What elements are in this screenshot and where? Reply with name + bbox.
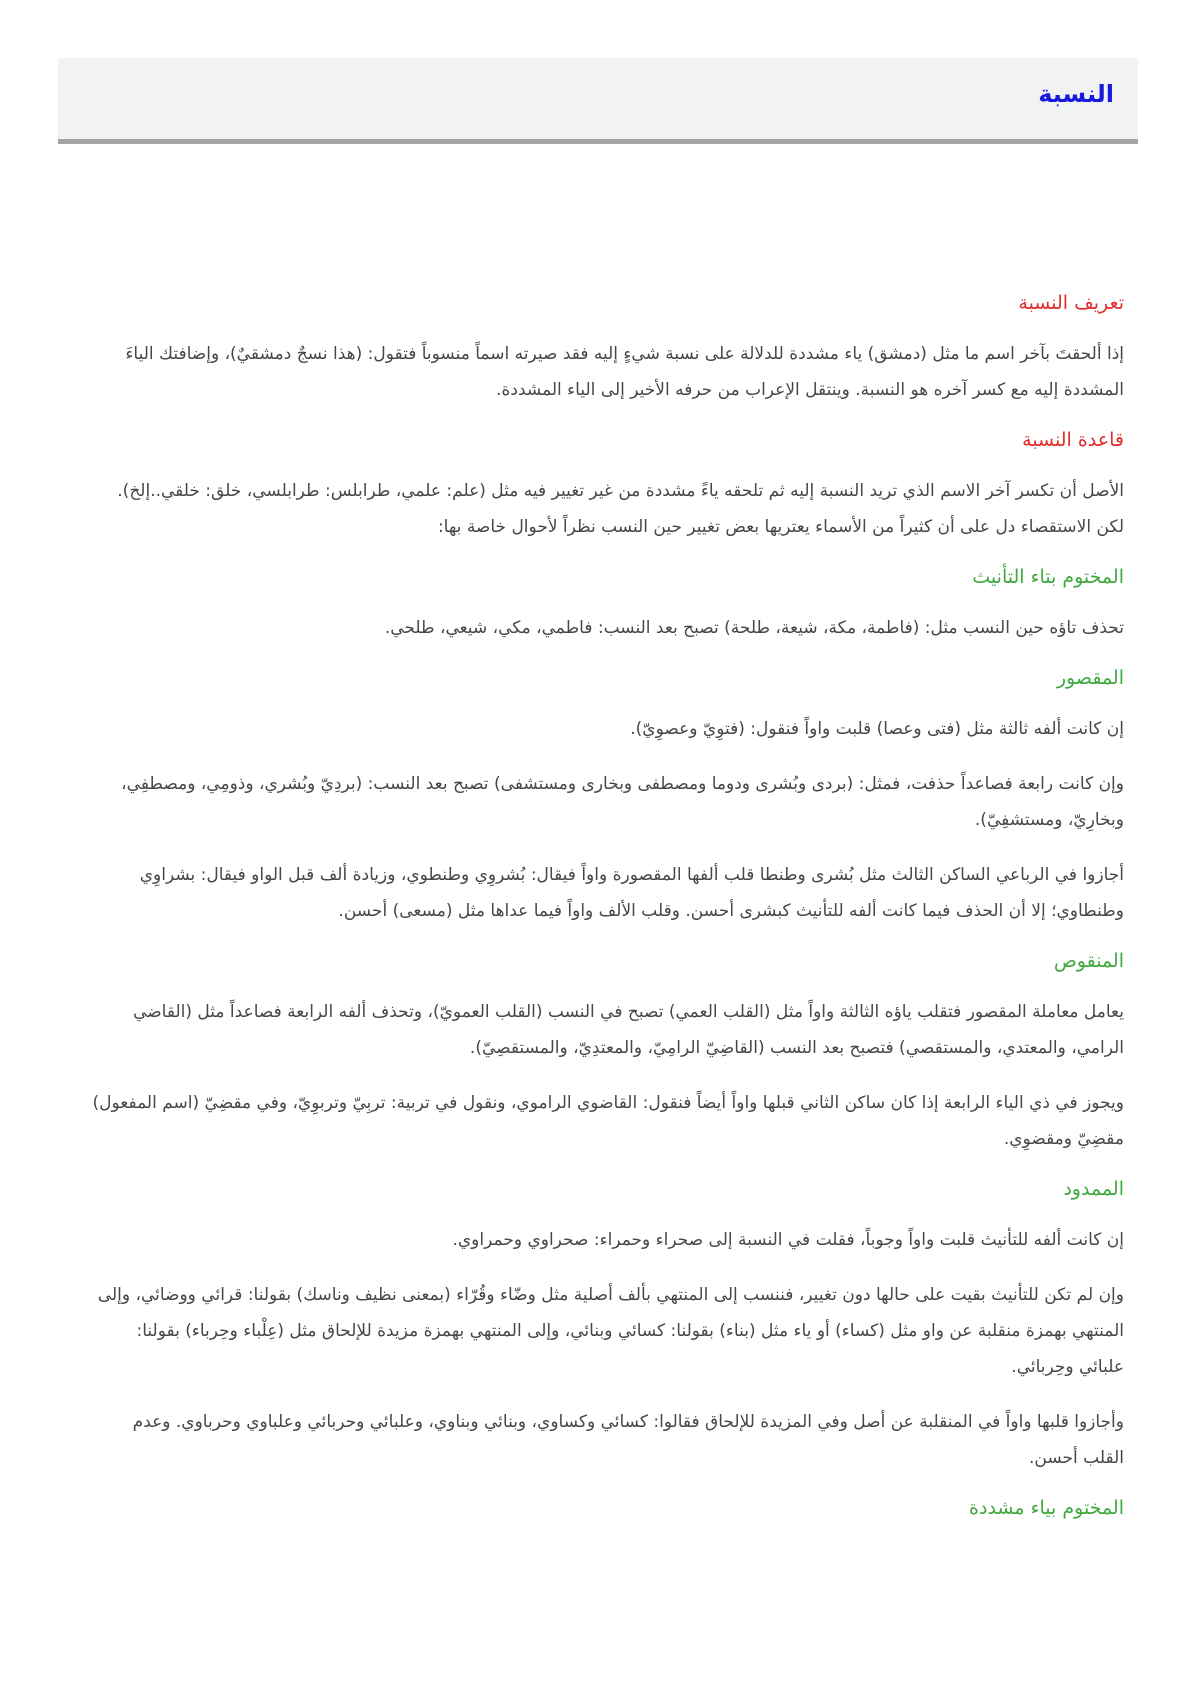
section-title-maqsur: المقصور	[1056, 667, 1124, 689]
section-title-rule: قاعدة النسبة	[1022, 429, 1124, 451]
section-title-manqus: المنقوص	[1053, 950, 1124, 972]
mamdud-paragraph-2: وإن لم تكن للتأنيث بقيت على حالها دون تغيير، فننسب إلى المنتهي بألف أصلية مثل وضّاء وقُرّاء (بمعنى نظيف وناسك) بقولنا: قرائي ووضائي، وإلى المنتهي بهمزة منقلبة عن واو مثل (كساء) أو ياء مثل (بناء) بقولنا: كسائي وبنائي، وإلى المنتهي بهمزة مزيدة للإلحاق مثل (عِلْباء وحِرباء) بقولنا: علبائي وحِربائي.	[97, 1285, 1124, 1377]
mamdud-paragraph-3: وأجازوا قلبها واواً في المنقلبة عن أصل وفي المزيدة للإلحاق فقالوا: كسائي وكساوي، وبنائي وبناوي، وعلبائي وحربائي وعلباوي وحرباوي. وعدم القلب أحسن.	[132, 1412, 1124, 1468]
section-title-yaa-mushaddada: المختوم بياء مشددة	[969, 1497, 1124, 1519]
rule-paragraph: الأصل أن تكسر آخر الاسم الذي تريد النسبة إليه ثم تلحقه ياءً مشددة من غير تغيير فيه مثل (علم: علمي، طرابلس: طرابلسي، خلق: خلقي..إلخ). لكن الاستقصاء دل على أن كثيراً من الأسماء يعتريها بعض تغيير حين النسب نظراً لأحوال خاصة بها:	[117, 481, 1124, 537]
mamdud-paragraph-1: إن كانت ألفه للتأنيث قلبت واواً وجوباً، فقلت في النسبة إلى صحراء وحمراء: صحراوي وحمراوي.	[452, 1230, 1124, 1250]
manqus-paragraph-2: ويجوز في ذي الياء الرابعة إذا كان ساكن الثاني قبلها واواً أيضاً فنقول: القاضوي الراموي، ونقول في تربية: تربِيّ وتربوِيّ، وفي مقضِيّ (اسم المفعول) مقضِيّ ومقضوِي.	[92, 1093, 1124, 1149]
maqsur-paragraph-3: أجازوا في الرباعي الساكن الثالث مثل بُشرى وطنطا قلب ألفها المقصورة واواً فيقال: بُشروِي وطنطوي، وزيادة ألف قبل الواو فيقال: بشراوِي وطنطاوي؛ إلا أن الحذف فيما كانت ألفه للتأنيث كبشرى أحسن. وقلب الألف واواً فيما عداها مثل (مسعى) أحسن.	[139, 865, 1124, 921]
section-title-mamdud: الممدود	[1063, 1178, 1124, 1200]
page-header	[58, 58, 1138, 144]
manqus-paragraph-1: يعامل معاملة المقصور فتقلب ياؤه الثالثة واواً مثل (القلب العمي) تصبح في النسب (القلب العمويّ)، وتحذف ألفه الرابعة فصاعداً مثل (القاضي الرامي، والمعتدي، والمستقصي) فتصبح بعد النسب (القاضِيّ الرامِيّ، والمعتدِيّ، والمستقصِيّ).	[133, 1002, 1124, 1058]
maqsur-paragraph-1: إن كانت ألفه ثالثة مثل (فتى وعصا) قلبت واواً فنقول: (فتوِيّ وعصوِيّ).	[630, 719, 1124, 739]
section-title-taa-marbuta: المختوم بتاء التأنيث	[972, 566, 1124, 588]
section-title-definition: تعريف النسبة	[1018, 292, 1124, 314]
article-body	[88, 290, 1124, 1541]
taa-marbuta-paragraph: تحذف تاؤه حين النسب مثل: (فاطمة، مكة، شيعة، طلحة) تصبح بعد النسب: فاطمي، مكي، شيعي، طلحي.	[384, 618, 1124, 638]
maqsur-paragraph-2: وإن كانت رابعة فصاعداً حذفت، فمثل: (بردى وبُشرى ودوما ومصطفى وبخارى ومستشفى) تصبح بعد النسب: (بردِيّ وبُشري، وذومِي، ومصطفِي، وبخارِيّ، ومستشفِيّ).	[121, 774, 1124, 830]
page-title: النسبة	[1038, 80, 1114, 108]
definition-paragraph: إذا ألحقتَ بآخر اسم ما مثل (دمشق) ياء مشددة للدلالة على نسبة شيءٍ إليه فقد صيرته اسماً منسوباً فتقول: (هذا نسجٌ دمشقيٌ)، وإضافتك الياءَ المشددة إليه مع كسر آخره هو النسبة. وينتقل الإعراب من حرفه الأخير إلى الياء المشددة.	[125, 344, 1124, 400]
